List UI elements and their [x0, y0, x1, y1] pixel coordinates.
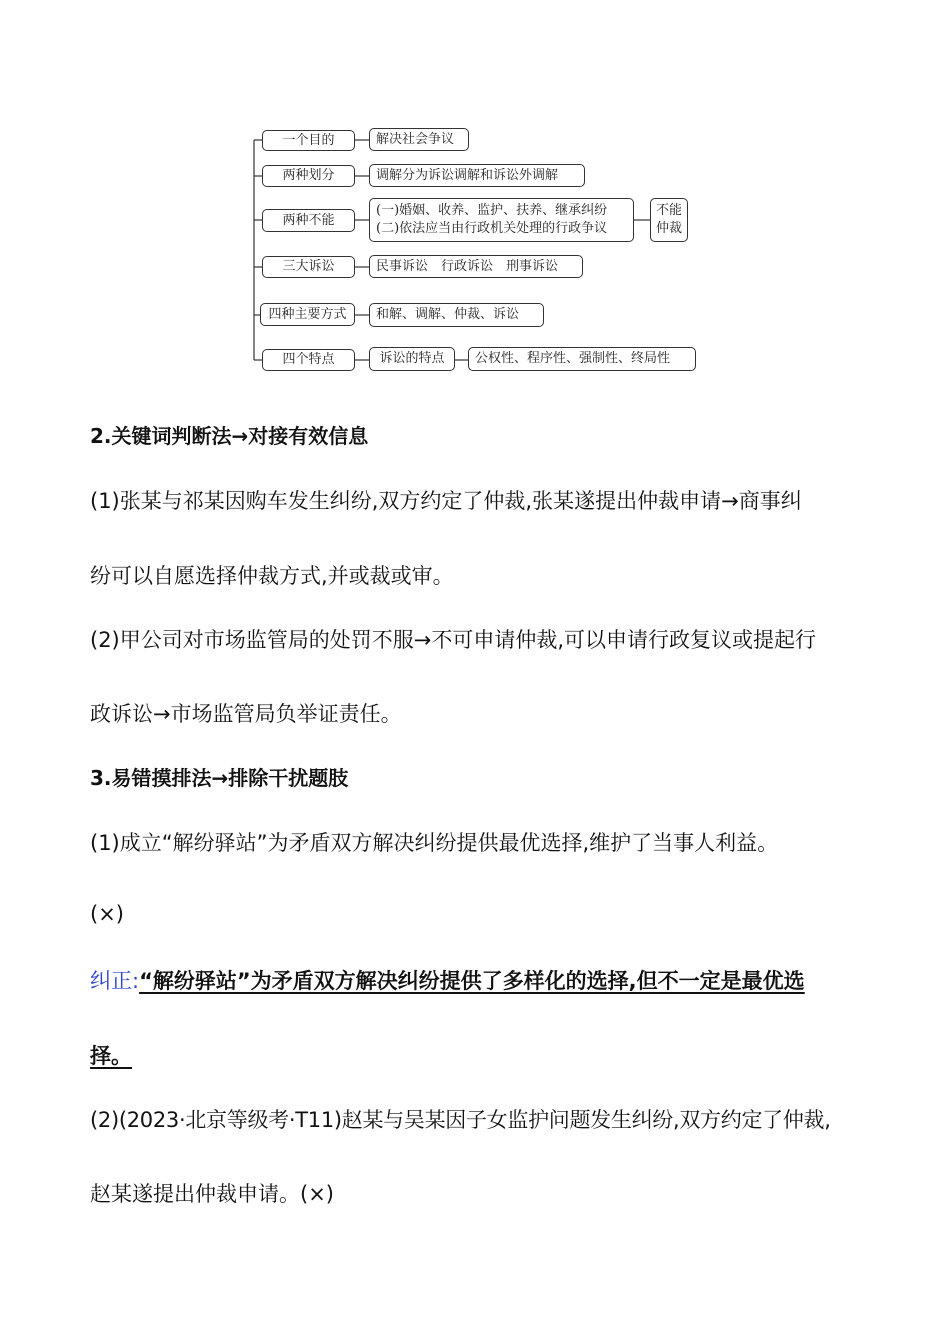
section-3-item-2-line-2: 赵某遂提出仲裁申请。(×)	[90, 1182, 334, 1206]
correction-label: 纠正:	[90, 969, 140, 993]
row-3-item-1: (一)婚姻、收养、监护、扶养、继承纠纷	[376, 203, 608, 218]
section-3-item-1-mark: (×)	[90, 902, 124, 926]
section-3-item-1-line-1: (1)成立“解纷驿站”为矛盾双方解决纠纷提供最优选择,维护了当事人利益。	[90, 831, 779, 855]
row-3-label: 两种不能	[262, 209, 355, 232]
row-3-items	[369, 198, 634, 242]
section-2-item-1-line-2: 纷可以自愿选择仲裁方式,并或裁或审。	[90, 564, 454, 588]
row-5-label: 四种主要方式	[260, 303, 355, 326]
section-2-item-1-line-1: (1)张某与祁某因购车发生纠纷,双方约定了仲裁,张某遂提出仲裁申请→商事纠	[90, 489, 802, 513]
row-1-item: 解决社会争议	[369, 128, 469, 151]
section-3-correction-line-1	[90, 965, 860, 995]
section-2-item-2-line-1: (2)甲公司对市场监管局的处罚不服→不可申请仲裁,可以申请行政复议或提起行	[90, 628, 817, 652]
row-3-result-line-1: 不能	[655, 203, 682, 218]
row-3-result	[650, 198, 688, 242]
section-3-correction-line-2	[90, 1040, 860, 1070]
concept-diagram	[0, 0, 950, 400]
section-3-item-2-line-1: (2)(2023·北京等级考·T11)赵某与吴某因子女监护问题发生纠纷,双方约定了仲裁,	[90, 1108, 831, 1132]
row-3-result-line-2: 仲裁	[655, 221, 682, 236]
correction-text-2: 择。	[90, 1044, 132, 1068]
row-1-label: 一个目的	[262, 130, 355, 151]
row-2-label: 两种划分	[262, 165, 355, 187]
row-3-item-2: (二)依法应当由行政机关处理的行政争议	[376, 221, 608, 236]
correction-text-1: “解纷驿站”为矛盾双方解决纠纷提供了多样化的选择,但不一定是最优选	[139, 969, 805, 993]
row-6-label: 四个特点	[262, 349, 355, 371]
row-6-item: 诉讼的特点	[369, 347, 455, 371]
section-2-item-2-line-2: 政诉讼→市场监管局负举证责任。	[90, 702, 402, 726]
row-5-item: 和解、调解、仲裁、诉讼	[369, 303, 544, 327]
row-4-label: 三大诉讼	[262, 256, 355, 278]
row-4-item: 民事诉讼 行政诉讼 刑事诉讼	[369, 255, 583, 278]
section-3-heading: 3.易错摸排法→排除干扰题肢	[90, 766, 349, 790]
section-2-heading: 2.关键词判断法→对接有效信息	[90, 424, 369, 448]
row-6-result: 公权性、程序性、强制性、终局性	[468, 347, 696, 371]
row-2-item: 调解分为诉讼调解和诉讼外调解	[369, 164, 585, 187]
